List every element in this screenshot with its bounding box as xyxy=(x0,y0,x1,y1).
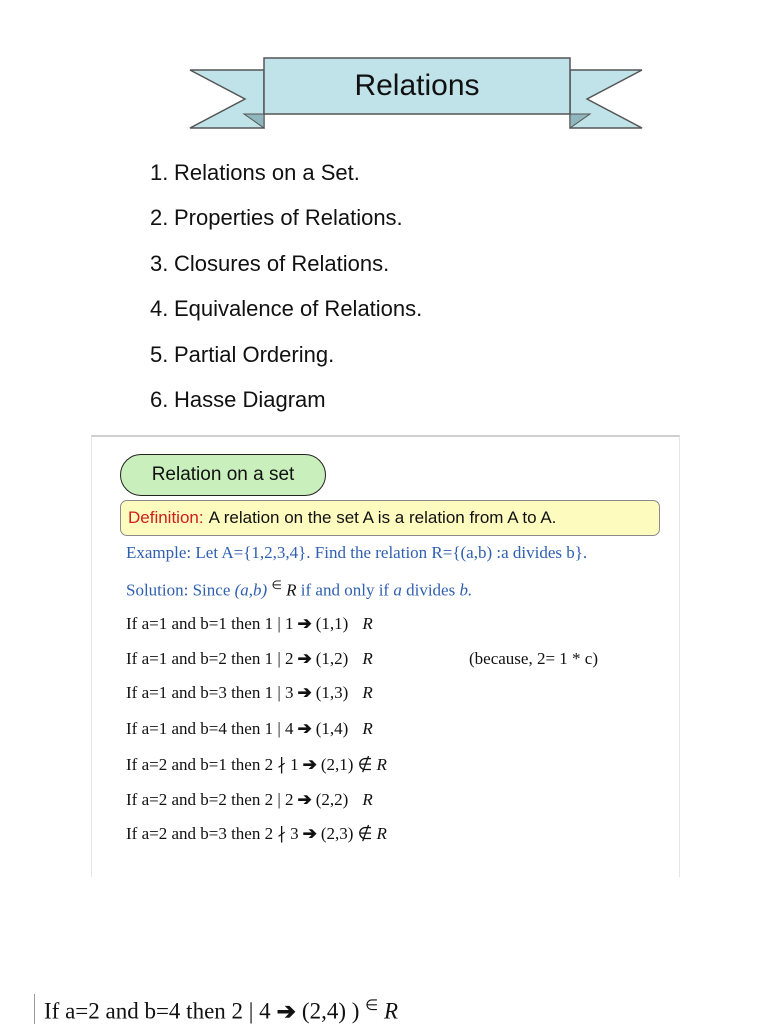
list-item-number: 4. xyxy=(150,296,169,322)
list-item-number: 1. xyxy=(150,159,169,185)
definition-box xyxy=(120,500,660,536)
section-pill: Relation on a set xyxy=(120,454,326,496)
list-item xyxy=(150,150,422,196)
relation-symbol: R xyxy=(362,649,373,668)
list-item-label: Properties of Relations. xyxy=(174,205,403,231)
case-row xyxy=(126,614,373,634)
case-condition: If a=2 and b=2 then 2 | 2 xyxy=(126,790,294,809)
right-arrow-icon: ➔ xyxy=(302,755,317,774)
case-row xyxy=(126,824,387,844)
case-condition: If a=1 and b=3 then 1 | 3 xyxy=(126,683,294,702)
relation-symbol: R xyxy=(362,614,373,633)
right-arrow-icon: ➔ xyxy=(297,683,312,702)
slide-panel xyxy=(91,435,680,877)
case-condition: If a=2 and b=1 then 2 ∤ 1 xyxy=(126,755,299,774)
list-item-number: 5. xyxy=(150,341,169,367)
list-item xyxy=(150,378,422,424)
list-item-label: Closures of Relations. xyxy=(174,250,390,276)
right-arrow-icon: ➔ xyxy=(297,614,312,633)
case-result: (2,3) ∉ xyxy=(320,824,373,843)
case-condition: If a=1 and b=2 then 1 | 2 xyxy=(126,649,294,668)
left-rule xyxy=(34,994,35,1024)
element-of-symbol: ∈ xyxy=(271,578,282,592)
topic-list xyxy=(150,150,422,423)
example-text: Example: Let A={1,2,3,4}. Find the relation R={(a,b) :a divides b}. xyxy=(126,543,588,562)
relation-symbol: R xyxy=(286,580,297,600)
case-result: (2,1) ∉ xyxy=(320,755,373,774)
case-row xyxy=(126,683,373,703)
list-item-number: 2. xyxy=(150,205,169,231)
list-item xyxy=(150,332,422,378)
relation-symbol: R xyxy=(383,998,399,1024)
case-row xyxy=(126,755,387,775)
solution-pair: (a,b) xyxy=(234,580,268,600)
solution-suffix: if and only if xyxy=(296,580,394,600)
right-arrow-icon: ➔ xyxy=(297,790,312,809)
list-item-label: Equivalence of Relations. xyxy=(174,296,423,322)
relation-symbol: R xyxy=(362,683,373,702)
relation-symbol: R xyxy=(362,790,373,809)
list-item xyxy=(150,287,422,333)
relation-symbol: R xyxy=(376,755,387,774)
list-item xyxy=(150,241,422,287)
list-item-label: Hasse Diagram xyxy=(174,387,326,413)
case-row xyxy=(126,649,599,669)
case-row xyxy=(126,719,373,739)
page-title: Relations xyxy=(354,69,480,102)
list-item-number: 3. xyxy=(150,250,169,276)
bottom-case-row xyxy=(44,996,398,1025)
right-arrow-icon: ➔ xyxy=(297,719,312,738)
solution-prefix: Solution: Since xyxy=(126,580,235,600)
case-condition: If a=1 and b=1 then 1 | 1 xyxy=(126,614,294,633)
right-arrow-icon: ➔ xyxy=(297,649,312,668)
case-condition: If a=1 and b=4 then 1 | 4 xyxy=(126,719,294,738)
relation-symbol: R xyxy=(362,719,373,738)
list-item-label: Partial Ordering. xyxy=(174,341,335,367)
relation-symbol: R xyxy=(376,824,387,843)
case-result: (1,2) xyxy=(315,649,349,668)
solution-a: a xyxy=(393,580,402,600)
case-row xyxy=(126,790,373,810)
case-result: (2,2) xyxy=(315,790,349,809)
solution-text xyxy=(126,578,472,601)
case-condition: If a=2 and b=3 then 2 ∤ 3 xyxy=(126,824,299,843)
definition-text: A relation on the set A is a relation from A to A. xyxy=(208,508,557,527)
case-result: (1,3) xyxy=(315,683,349,702)
right-arrow-icon: ➔ xyxy=(276,998,296,1024)
case-note: (because, 2= 1 * c) xyxy=(469,649,599,668)
list-item-number: 6. xyxy=(150,387,169,413)
definition-label: Definition: xyxy=(128,508,204,527)
solution-b: b. xyxy=(459,580,473,600)
solution-divides: divides xyxy=(401,580,460,600)
list-item xyxy=(150,196,422,242)
case-result: (1,1) xyxy=(315,614,349,633)
right-arrow-icon: ➔ xyxy=(302,824,317,843)
list-item-label: Relations on a Set. xyxy=(174,159,360,185)
case-result: (2,4) ) xyxy=(301,998,360,1024)
case-result: (1,4) xyxy=(315,719,349,738)
case-condition: If a=2 and b=4 then 2 | 4 xyxy=(44,998,271,1024)
element-of-symbol: ∈ xyxy=(365,998,379,1014)
